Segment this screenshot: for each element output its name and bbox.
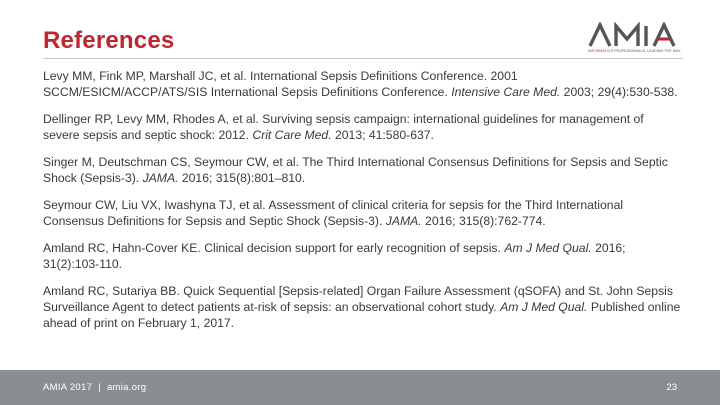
reference-journal: JAMA. bbox=[385, 214, 422, 228]
footer-event: AMIA 2017 bbox=[43, 382, 93, 393]
reference-journal: Crit Care Med. bbox=[252, 128, 332, 142]
footer-left bbox=[43, 382, 146, 393]
footer-separator: | bbox=[98, 382, 101, 393]
reference-journal: JAMA. bbox=[142, 171, 179, 185]
reference-journal: Am J Med Qual. bbox=[500, 300, 588, 314]
amia-logo-mark bbox=[588, 22, 688, 48]
reference-text: Amland RC, Sutariya BB. Quick Sequential [Sepsis-related] Organ Failure Assessment (qSOFA) and St. John Sepsis Surveillance Agent to detect patients at-risk of sepsis: an observational cohort study. bbox=[43, 284, 673, 314]
reference-journal: Intensive Care Med. bbox=[451, 85, 561, 99]
logo-tagline-rest: PROFESSIONALS. LEADING THE WAY. bbox=[613, 49, 682, 53]
reference-item bbox=[43, 283, 683, 331]
footer-bar bbox=[0, 370, 720, 405]
reference-list bbox=[43, 68, 683, 342]
reference-journal: Am J Med Qual. bbox=[504, 241, 592, 255]
page-title: References bbox=[43, 27, 175, 54]
reference-citation: 2016; 315(8):801–810. bbox=[178, 171, 306, 185]
footer-site-link[interactable]: amia.org bbox=[106, 382, 147, 393]
logo-tagline bbox=[588, 49, 688, 53]
reference-citation: Published online ahead of print on February 1, 2017. bbox=[43, 300, 681, 330]
reference-item bbox=[43, 68, 683, 100]
reference-item bbox=[43, 240, 683, 272]
reference-citation: 2003; 29(4):530-538. bbox=[560, 85, 678, 99]
reference-item bbox=[43, 197, 683, 229]
reference-text: Dellinger RP, Levy MM, Rhodes A, et al. Surviving sepsis campaign: international guidelines for management of severe sepsis and septic shock: 2012. bbox=[43, 112, 644, 142]
logo-tagline-accent: INFORMATICS bbox=[588, 49, 614, 53]
reference-citation: 2016; 31(2):103-110. bbox=[43, 241, 626, 271]
reference-item bbox=[43, 111, 683, 143]
reference-text: Levy MM, Fink MP, Marshall JC, et al. International Sepsis Definitions Conference. 2001 SCCM/ESICM/ACCP/ATS/SIS International Sepsis Definitions Conference. bbox=[43, 69, 518, 99]
amia-logo bbox=[588, 22, 688, 58]
reference-item bbox=[43, 154, 683, 186]
title-divider bbox=[43, 58, 683, 59]
reference-text: Amland RC, Hahn-Cover KE. Clinical decision support for early recognition of sepsis. bbox=[43, 241, 505, 255]
reference-citation: 2013; 41:580-637. bbox=[331, 128, 434, 142]
reference-text: Singer M, Deutschman CS, Seymour CW, et al. The Third International Consensus Definitions for Sepsis and Septic Shock (Sepsis-3). bbox=[43, 155, 668, 185]
reference-citation: 2016; 315(8):762-774. bbox=[421, 214, 546, 228]
reference-text: Seymour CW, Liu VX, Iwashyna TJ, et al. Assessment of clinical criteria for sepsis for the Third International Consensus Definitions for Sepsis and Septic Shock (Sepsis-3). bbox=[43, 198, 624, 228]
page-number: 23 bbox=[666, 382, 677, 393]
